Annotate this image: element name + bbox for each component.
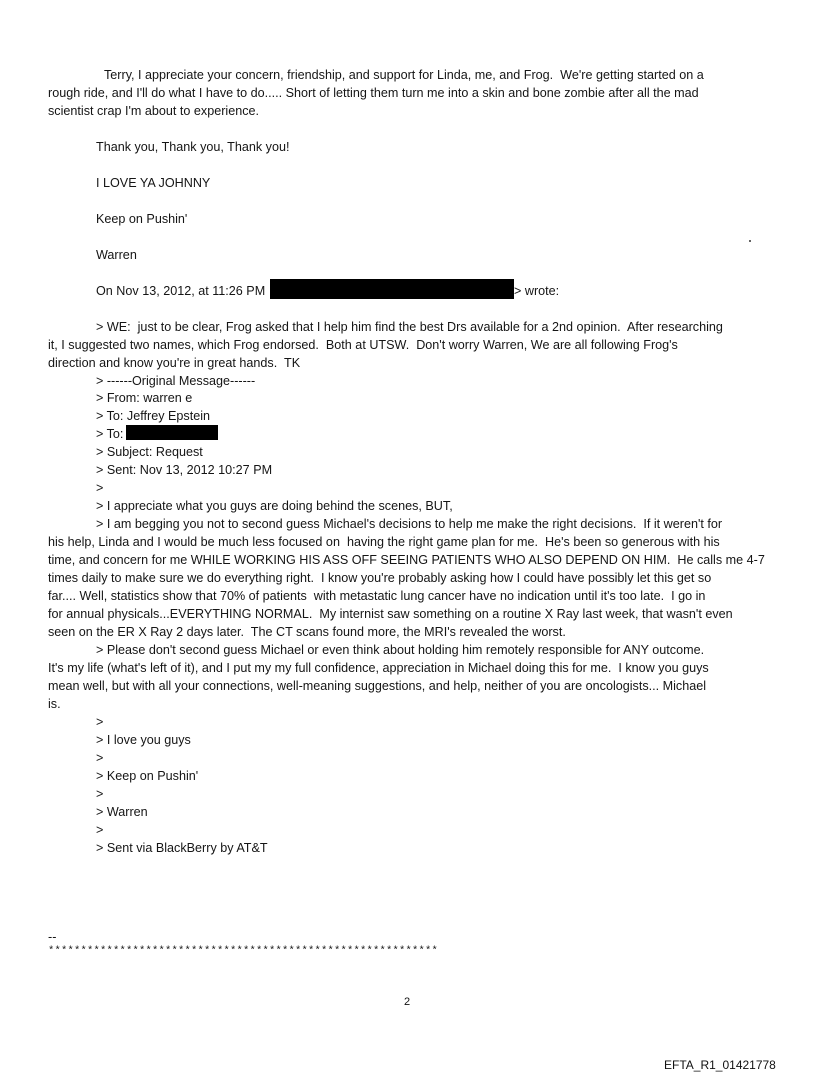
- thanks-line: Thank you, Thank you, Thank you!: [96, 140, 290, 154]
- quote-para1-line-3: direction and know you're in great hands. TK: [48, 356, 301, 370]
- page-number: 2: [404, 996, 411, 1008]
- quote-para1-line-2: it, I suggested two names, which Frog endorsed. Both at UTSW. Don't worry Warren, We are all following Frog's: [48, 338, 678, 352]
- asterisk-rule: ************************************************************: [48, 945, 439, 957]
- paragraph-1-line-1: Terry, I appreciate your concern, friendship, and support for Linda, me, and Frog. We're getting started on a: [104, 68, 704, 82]
- closing-line-4: > Keep on Pushin': [96, 769, 199, 783]
- begging-line-5: far.... Well, statistics show that 70% of patients with metastatic lung cancer have no indication until it's too late. I go in: [48, 589, 706, 603]
- closing-line-7: >: [96, 823, 104, 837]
- subject-line: > Subject: Request: [96, 445, 203, 459]
- from-line: > From: warren e: [96, 391, 193, 405]
- appreciate-line: > I appreciate what you guys are doing behind the scenes, BUT,: [96, 499, 453, 513]
- begging-line-4: times daily to make sure we do everything right. I know you're probably asking how I could have possibly let this get so: [48, 571, 712, 585]
- redaction-bar-sender: [270, 279, 514, 299]
- paragraph-1-line-3: scientist crap I'm about to experience.: [48, 104, 260, 118]
- please-line-3: mean well, but with all your connections, well-meaning suggestions, and help, neither of you are oncologists... Michael: [48, 679, 707, 693]
- keep-pushing-line: Keep on Pushin': [96, 212, 188, 226]
- stray-dot-mark: [749, 240, 751, 242]
- signature-separator: --: [48, 930, 57, 944]
- closing-line-8: > Sent via BlackBerry by AT&T: [96, 841, 268, 855]
- please-line-1: > Please don't second guess Michael or even think about holding him remotely responsible for ANY outcome.: [96, 643, 705, 657]
- closing-line-6: > Warren: [96, 805, 148, 819]
- please-line-4: is.: [48, 697, 61, 711]
- closing-line-5: >: [96, 787, 104, 801]
- closing-line-3: >: [96, 751, 104, 765]
- bates-number: EFTA_R1_01421778: [664, 1058, 776, 1072]
- quote-para1-line-1: > WE: just to be clear, Frog asked that I help him find the best Drs available for a 2nd opinion. After researching: [96, 320, 723, 334]
- closing-line-2: > I love you guys: [96, 733, 191, 747]
- please-line-2: It's my life (what's left of it), and I put my my full confidence, appreciation in Michael doing this for me. I know you guys: [48, 661, 709, 675]
- to-line-2: > To:: [96, 427, 124, 441]
- begging-line-3: time, and concern for me WHILE WORKING HIS ASS OFF SEEING PATIENTS WHO ALSO DEPEND ON HIM. He calls me 4-7: [48, 553, 765, 567]
- redaction-bar-recipient: [126, 425, 218, 440]
- closing-line-1: >: [96, 715, 104, 729]
- signature-name: Warren: [96, 248, 137, 262]
- begging-line-7: seen on the ER X Ray 2 days later. The CT scans found more, the MRI's revealed the worst.: [48, 625, 566, 639]
- on-date-suffix: > wrote:: [514, 284, 560, 298]
- original-message-header: > ------Original Message------: [96, 374, 256, 388]
- begging-line-6: for annual physicals...EVERYTHING NORMAL. My internist saw something on a routine X Ray last week, that wasn't even: [48, 607, 733, 621]
- sent-line: > Sent: Nov 13, 2012 10:27 PM: [96, 463, 273, 477]
- on-date-prefix: On Nov 13, 2012, at 11:26 PM: [96, 284, 266, 298]
- love-line: I LOVE YA JOHNNY: [96, 176, 211, 190]
- blank-quote-line: >: [96, 481, 104, 495]
- begging-line-2: his help, Linda and I would be much less focused on having the right game plan for me. He's been so generous with his: [48, 535, 720, 549]
- to-line-1: > To: Jeffrey Epstein: [96, 409, 210, 423]
- paragraph-1-line-2: rough ride, and I'll do what I have to do..... Short of letting them turn me into a skin and bone zombie after all the mad: [48, 86, 699, 100]
- begging-line-1: > I am begging you not to second guess Michael's decisions to help me make the right decisions. If it weren't for: [96, 517, 723, 531]
